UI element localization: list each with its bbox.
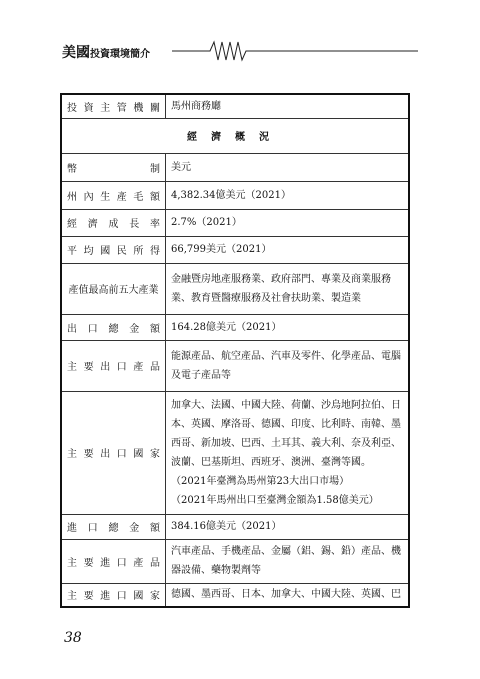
row-label: 出口總金額 [61,314,166,340]
header-title-main: 美國 [62,45,90,61]
row-value: 164.28億美元（2021） [166,314,410,340]
row-label: 州內生產毛額 [61,181,166,209]
row-label: 經濟成長率 [61,209,166,236]
row-value: 馬州商務廳 [166,94,410,118]
row-value: 金融暨房地產服務業、政府部門、專業及商業服務業、教育暨醫療服務及社會扶助業、製造業 [166,263,410,314]
table-row [61,181,409,209]
export-countries-text: 加拿大、法國、中國大陸、荷蘭、沙烏地阿拉伯、日本、英國、摩洛哥、德國、印度、比利時、南韓、墨西哥、新加坡、巴西、土耳其、義大利、奈及利亞、波蘭、巴基斯坦、西班牙、澳洲、臺灣等國。 [171,399,401,468]
table-row [61,314,409,340]
table-row [61,340,409,391]
row-label: 主要出口國家 [61,391,166,514]
export-note-amount: （2021年馬州出口至臺灣金額為1.58億美元） [171,494,379,506]
row-value: 2.7%（2021） [166,209,410,236]
table-row [61,209,409,236]
row-label: 主要出口產品 [61,340,166,391]
row-value: 美元 [166,153,410,181]
investment-info-table [60,93,410,608]
row-value: 汽車產品、手機產品、金屬（鋁、錫、鉛）產品、機器設備、藥物製劑等 [166,539,410,583]
row-value: 德國、墨西哥、日本、加拿大、中國大陸、英國、巴 [166,583,410,607]
section-row [61,118,409,153]
row-label: 產值最高前五大產業 [61,263,166,314]
row-label: 平均國民所得 [61,236,166,263]
row-label: 進口總金額 [61,514,166,539]
table-row [61,514,409,539]
page-header [62,38,418,64]
row-value: 66,799美元（2021） [166,236,410,263]
header-wave-line-icon [62,38,418,64]
row-value: 384.16億美元（2021） [166,514,410,539]
row-label: 投資主管機關 [61,94,166,118]
row-label: 主要進口產品 [61,539,166,583]
row-value: 能源產品、航空產品、汽車及零件、化學產品、電腦及電子產品等 [166,340,410,391]
table-row [61,583,409,607]
row-label: 主要進口國家 [61,583,166,607]
header-title-sub: 投資環境簡介 [90,49,150,60]
row-value: 4,382.34億美元（2021） [166,181,410,209]
export-note-rank: （2021年臺灣為馬州第23大出口市場） [171,475,350,487]
table-row [61,94,409,118]
table-row [61,263,409,314]
table-row [61,236,409,263]
row-label: 幣制 [61,153,166,181]
table-row [61,153,409,181]
row-value [166,391,410,514]
page-number: 38 [64,630,82,646]
section-title: 經濟概況 [61,118,409,153]
table-row [61,539,409,583]
table-row [61,391,409,514]
